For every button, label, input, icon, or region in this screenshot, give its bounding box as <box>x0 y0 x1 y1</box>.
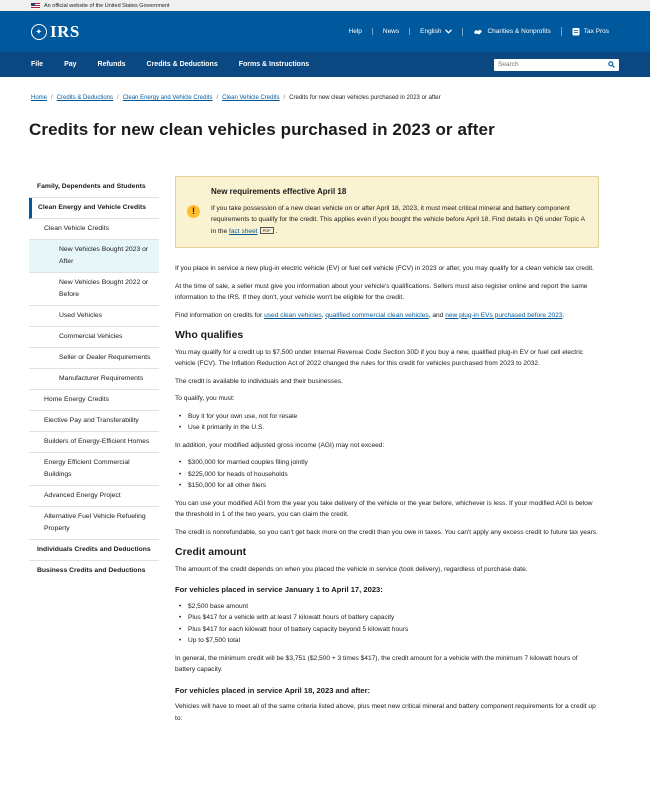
amount-paragraph: The amount of the credit depends on when you placed the vehicle in service (took delivery), regardless of purchase date. <box>175 565 528 573</box>
charities-link[interactable] <box>462 28 560 36</box>
list-item: • Plus $417 for a vehicle with at least 7 kilowatt hours of battery capacity <box>175 612 599 624</box>
who-qualifies-heading: Who qualifies <box>175 329 244 341</box>
sidebar-nav <box>29 177 159 581</box>
news-label: News <box>382 28 400 35</box>
sidebar-item-advanced-energy[interactable]: Advanced Energy Project <box>29 486 159 507</box>
sidebar-item-alt-fuel[interactable]: Alternative Fuel Vehicle Refueling Property <box>29 507 159 540</box>
masthead <box>0 11 650 52</box>
period2-heading: For vehicles placed in service April 18, 2023 and after: <box>175 685 371 695</box>
alert-body <box>211 203 588 238</box>
breadcrumb-credits-deductions[interactable]: Credits & Deductions <box>56 95 114 101</box>
sidebar-item-business[interactable]: Business Credits and Deductions <box>37 567 146 574</box>
sidebar-item-seller[interactable]: Seller or Dealer Requirements <box>29 348 159 369</box>
search-placeholder: Search <box>498 61 519 68</box>
breadcrumb-separator: / <box>283 95 286 101</box>
chevron-down-icon <box>445 29 452 34</box>
briefcase-icon <box>572 27 580 36</box>
alert-body-text: If you take possession of a new clean vehicle on or after April 18, 2023, it must meet critical mineral and battery component requirements to qualify for the credit. This applies even if you bought the vehicle before April 18. Find details in Q6 under Topic A in the <box>211 204 585 235</box>
list-item: • Buy it for your own use, not for resale <box>175 411 599 423</box>
sidebar-item-clean-vehicle[interactable]: Clean Vehicle Credits <box>29 219 159 240</box>
breadcrumb <box>31 95 441 101</box>
sidebar-item-builders[interactable]: Builders of Energy-Efficient Homes <box>29 432 159 453</box>
eagle-seal-icon: ✦ <box>31 24 47 40</box>
period1-list <box>175 601 599 647</box>
nav-pay[interactable]: Pay <box>64 61 77 68</box>
breadcrumb-separator: / <box>51 95 53 101</box>
who-paragraph-5: You can use your modified AGI from the year you take delivery of the vehicle or the year before, whichever is less. If your modified AGI is below the threshold in 1 of the two years, you can claim the credit. <box>175 499 593 518</box>
breadcrumb-clean-energy[interactable]: Clean Energy and Vehicle Credits <box>122 95 213 101</box>
agi-list <box>175 457 599 492</box>
who-paragraph-4: In addition, your modified adjusted gross income (AGI) may not exceed: <box>175 441 385 449</box>
sidebar-item-clean-energy[interactable]: Clean Energy and Vehicle Credits <box>29 198 159 219</box>
news-link[interactable] <box>372 28 409 35</box>
plugin-evs-before-2023-link[interactable]: new plug-in EVs purchased before 2023 <box>445 311 563 319</box>
sidebar-item-elective-pay[interactable]: Elective Pay and Transferability <box>29 411 159 432</box>
credit-amount-heading: Credit amount <box>175 546 247 558</box>
period2-paragraph: Vehicles will have to meet all of the same criteria listed above, plus meet new critical mineral and battery component requirements for a credit up to: <box>175 703 596 722</box>
nav-forms-instructions[interactable]: Forms & Instructions <box>238 61 310 68</box>
sidebar-item-home-energy[interactable]: Home Energy Credits <box>29 390 159 411</box>
qualify-list <box>175 411 599 434</box>
main-content <box>175 176 599 730</box>
intro-p3-prefix: Find information on credits for <box>175 311 263 319</box>
sidebar-item-commercial[interactable]: Commercial Vehicles <box>29 327 159 348</box>
main-nav <box>0 52 650 77</box>
sidebar-item-new-2022[interactable]: New Vehicles Bought 2022 or Before <box>29 273 159 306</box>
list-item: • $300,000 for married couples filing jointly <box>175 457 599 469</box>
language-dropdown[interactable] <box>409 28 462 35</box>
nav-file[interactable]: File <box>31 61 44 68</box>
language-label: English <box>420 28 442 35</box>
nav-credits-deductions[interactable]: Credits & Deductions <box>146 61 218 68</box>
alert-body-end: . <box>275 227 278 235</box>
commercial-clean-vehicles-link[interactable]: qualified commercial clean vehicles <box>325 311 429 319</box>
irs-logo[interactable] <box>31 22 80 42</box>
intro-p3-end: . <box>562 311 565 319</box>
charities-label: Charities & Nonprofits <box>487 28 551 35</box>
sidebar-item-family[interactable]: Family, Dependents and Students <box>29 177 159 198</box>
alert-box <box>175 176 599 248</box>
handshake-icon <box>473 28 483 36</box>
list-item: • $225,000 for heads of households <box>175 469 599 481</box>
help-link[interactable] <box>339 28 372 35</box>
intro-p3-sep2: , and <box>428 311 444 319</box>
breadcrumb-home[interactable]: Home <box>31 95 48 101</box>
breadcrumb-separator: / <box>117 95 119 101</box>
breadcrumb-separator: / <box>216 95 219 101</box>
sidebar-item-used[interactable]: Used Vehicles <box>29 306 159 327</box>
who-paragraph-2: The credit is available to individuals and their businesses. <box>175 377 343 385</box>
tax-pros-label: Tax Pros <box>583 28 609 35</box>
sidebar-item-individuals[interactable]: Individuals Credits and Deductions <box>29 540 159 561</box>
logo-text: IRS <box>50 21 80 41</box>
intro-p3-sep1: , <box>321 311 324 319</box>
warning-icon: ! <box>187 205 200 218</box>
who-paragraph-6: The credit is nonrefundable, so you can't get back more on the credit than you owe in taxes. You can't apply any excess credit to future tax years. <box>175 528 598 536</box>
intro-paragraph-3 <box>175 310 599 322</box>
sidebar-item-manufacturer[interactable]: Manufacturer Requirements <box>29 369 159 390</box>
us-flag-icon <box>31 3 40 9</box>
list-item: • Plus $417 for each kilowatt hour of battery capacity beyond 5 kilowatt hours <box>175 624 599 636</box>
used-clean-vehicles-link[interactable]: used clean vehicles <box>264 311 322 319</box>
gov-banner-text: An official website of the United States Government <box>44 2 170 9</box>
list-item: • $2,500 base amount <box>175 601 599 613</box>
fact-sheet-link[interactable]: fact sheet <box>228 227 258 235</box>
who-paragraph-1: You may qualify for a credit up to $7,500 under Internal Revenue Code Section 30D if you buy a new, qualified plug-in EV or fuel cell electric vehicle (FCV). The Inflation Reduction Act of 2022 changed the rules for this credit for vehicles purchased from 2023 to 2032. <box>175 348 584 367</box>
tax-pros-link[interactable] <box>561 27 619 36</box>
period1-paragraph: In general, the minimum credit will be $3,751 ($2,500 + 3 times $417), the credit amount for a vehicle with the minimum 7 kilowatt hours of battery capacity. <box>175 654 578 673</box>
period1-heading: For vehicles placed in service January 1 to April 17, 2023: <box>175 585 383 594</box>
search-icon[interactable] <box>608 61 615 68</box>
top-links <box>339 27 620 36</box>
breadcrumb-clean-vehicle[interactable]: Clean Vehicle Credits <box>222 95 280 101</box>
list-item: • $150,000 for all other filers <box>175 480 599 492</box>
pdf-badge: PDF <box>260 227 274 234</box>
alert-title: New requirements effective April 18 <box>211 187 347 196</box>
page-title: Credits for new clean vehicles purchased in 2023 or after <box>29 120 495 139</box>
search-input[interactable] <box>494 59 619 71</box>
intro-paragraph-2: At the time of sale, a seller must give you information about your vehicle's qualifications. Sellers must also register online and report the same information to the IRS. If they don't, your vehicle won't be eligible for the credit. <box>175 282 588 301</box>
list-item: • Use it primarily in the U.S. <box>175 422 599 434</box>
help-label: Help <box>348 28 362 35</box>
intro-paragraph-1: If you place in service a new plug-in electric vehicle (EV) or fuel cell vehicle (FCV) in 2023 or after, you may qualify for a clean vehicle tax credit. <box>175 265 594 272</box>
breadcrumb-current: Credits for new clean vehicles purchased in 2023 or after <box>289 95 441 101</box>
sidebar-item-commercial-buildings[interactable]: Energy Efficient Commercial Buildings <box>29 453 159 486</box>
list-item: • Up to $7,500 total <box>175 635 599 647</box>
nav-refunds[interactable]: Refunds <box>97 61 126 68</box>
sidebar-item-new-2023[interactable]: New Vehicles Bought 2023 or After <box>29 240 159 273</box>
who-paragraph-3: To qualify, you must: <box>175 395 235 402</box>
gov-banner <box>0 0 650 11</box>
